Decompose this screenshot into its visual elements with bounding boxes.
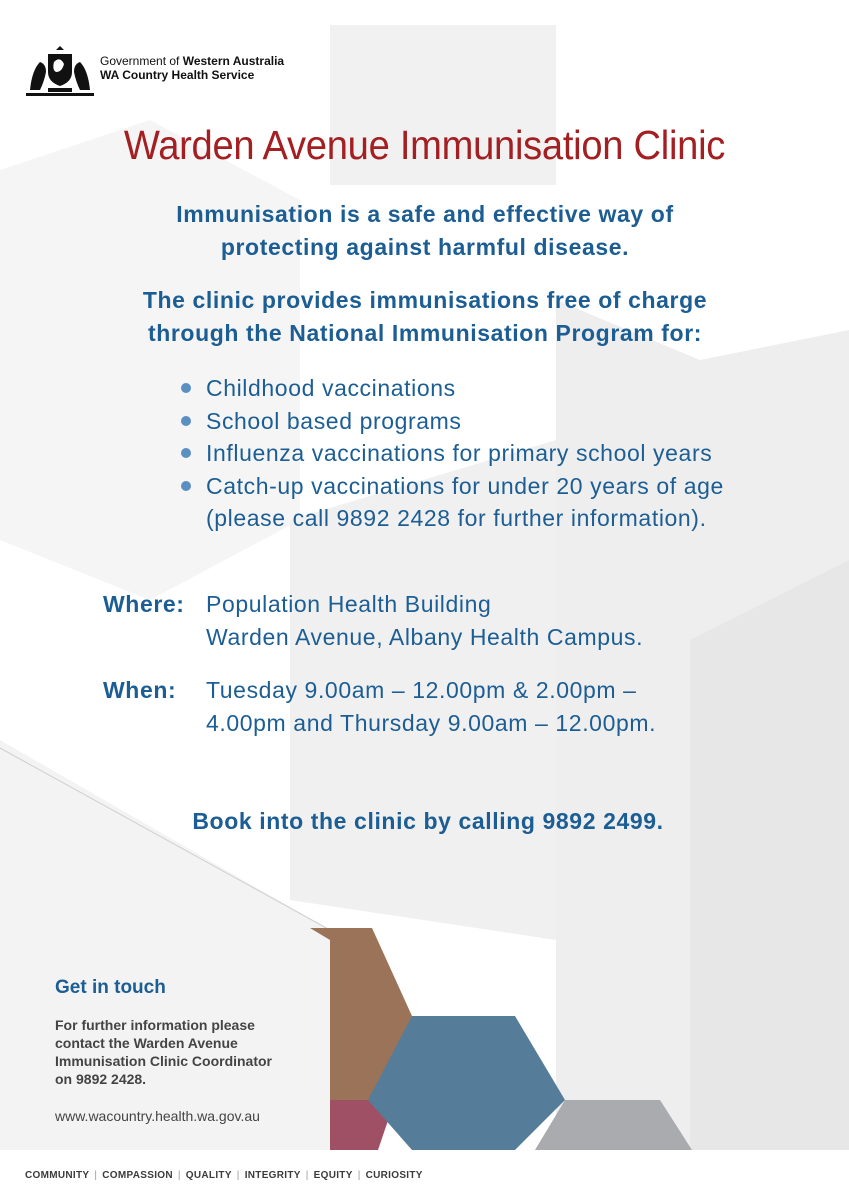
value-item: EQUITY (313, 1170, 353, 1181)
list-item: Childhood vaccinations (178, 372, 818, 405)
list-item: School based programs (178, 405, 818, 438)
list-item: Catch-up vaccinations for under 20 years of age (178, 470, 818, 503)
health-service-name: WA Country Health Service (100, 68, 255, 82)
intro-statement (60, 198, 790, 264)
bullet-icon (181, 448, 191, 458)
value-item: INTEGRITY (244, 1170, 301, 1181)
value-item: COMMUNITY (25, 1170, 90, 1181)
where-label: Where: (103, 591, 185, 617)
page-title: Warden Avenue Immunisation Clinic (123, 122, 726, 168)
bullet-icon (181, 416, 191, 426)
website-link[interactable]: www.wacountry.health.wa.gov.au (55, 1108, 260, 1124)
government-name: Government of Western Australia (100, 54, 285, 68)
bullet-icon (181, 383, 191, 393)
list-item-continuation: (please call 9892 2428 for further information). (206, 505, 707, 531)
address-line: Warden Avenue, Albany Health Campus. (206, 624, 644, 650)
bullet-icon (181, 481, 191, 491)
wa-government-crest-icon (24, 42, 96, 98)
contact-heading: Get in touch (55, 977, 166, 998)
intro-line: protecting against harmful disease. (220, 234, 630, 260)
address-line: Population Health Building (206, 591, 492, 617)
value-item: QUALITY (185, 1170, 232, 1181)
value-item: COMPASSION (102, 1170, 173, 1181)
where-value (206, 588, 643, 654)
program-intro (60, 284, 790, 350)
when-value (206, 674, 656, 740)
hours-line: Tuesday 9.00am – 12.00pm & 2.00pm – (206, 677, 637, 703)
when-label: When: (103, 677, 177, 703)
hours-line: 4.00pm and Thursday 9.00am – 12.00pm. (206, 710, 657, 736)
values-footer: COMMUNITY | COMPASSION | QUALITY | INTEGRITY | EQUITY | CURIOSITY (25, 1170, 423, 1181)
intro-line: through the National Immunisation Program for: (147, 320, 703, 346)
program-list (178, 372, 818, 535)
intro-line: The clinic provides immunisations free of charge (142, 287, 708, 313)
value-item: CURIOSITY (365, 1170, 423, 1181)
contact-text: For further information please contact the Warden Avenue Immunisation Clinic Coordinator on 9892 2428. (55, 1017, 273, 1087)
list-item: Influenza vaccinations for primary school years (178, 437, 818, 470)
intro-line: Immunisation is a safe and effective way of (176, 201, 674, 227)
booking-statement: Book into the clinic by calling 9892 2499. (192, 808, 664, 834)
